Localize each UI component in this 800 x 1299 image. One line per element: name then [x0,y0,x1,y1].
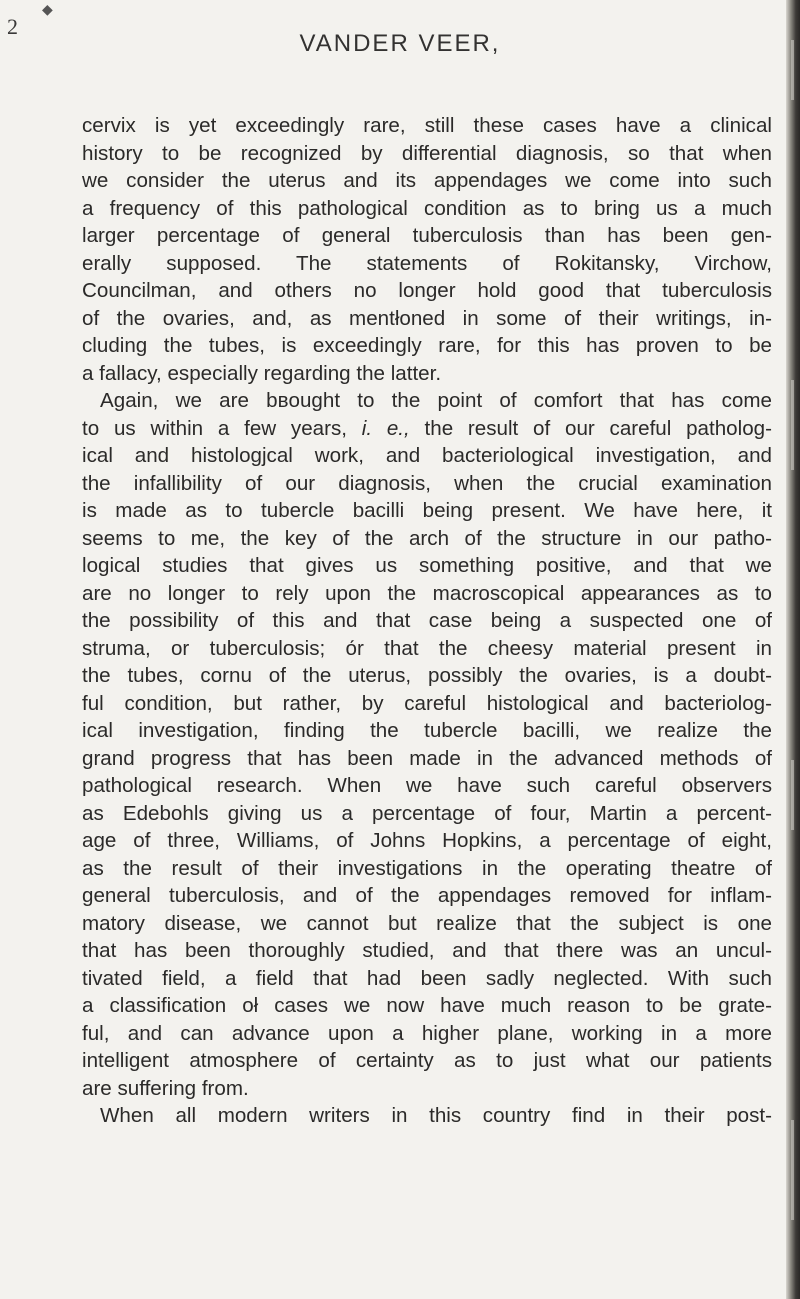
text-line: Again, we are bвought to the point of comfort that has come [100,389,772,412]
text-line: a fallacy, especially regarding the latter. [82,361,442,385]
text-line: erally supposed. The statements of Rokitansky, Virchow, [82,251,772,275]
text-line: cluding the tubes, is exceedingly rare, for this has proven to be [82,334,772,357]
edge-speckle [791,1120,794,1220]
text-line: the tubes, cornu of the uterus, possibly the ovaries, is a doubt- [82,664,772,687]
text-line: that has been thoroughly studied, and that there was an uncul- [82,939,772,962]
edge-speckle [791,380,794,470]
text-line: a classification oł cases we now have much reason to be grate- [82,994,772,1017]
text-line: age of three, Williams, of Johns Hopkins, a percentage of eight, [82,829,772,852]
text-line: ful, and can advance upon a higher plane, working in a more [82,1021,772,1045]
text-line: logical studies that gives us something positive, and that we [82,554,772,577]
text-line: are no longer to rely upon the macroscopical appearances as to [82,581,772,605]
edge-speckle [791,40,794,100]
printing-speck: ◆ [42,3,53,18]
text-line: seems to me, the key of the arch of the structure in our patho- [82,526,772,550]
text-line: cervix is yet exceedingly rare, still these cases have a clinical [82,114,772,137]
text-fragment: the result of our careful patholog- [409,416,772,440]
italic-abbreviation: i. e., [361,416,410,440]
text-line: grand progress that has been made in the advanced methods of [82,746,772,770]
text-line: a frequency of this pathological condition as to bring us a much [82,196,772,220]
page-edge-shadow [786,0,800,1299]
text-line: tivated field, a field that had been sadly neglected. With such [82,966,772,990]
text-fragment: to us within a few years, [82,416,362,440]
text-line: we consider the uterus and its appendages we come into such [82,169,772,192]
text-line: ful condition, but rather, by careful histological and bacteriolog- [82,691,772,715]
text-line: struma, or tuberculosis; о́r that the cheesy material present in [82,636,772,660]
body-text [82,112,772,1130]
text-line-with-italic [82,415,772,443]
text-line: Councilman, and others no longer hold good that tuberculosis [82,279,772,302]
edge-speckle [791,760,794,830]
text-line: history to be recognized by differential diagnosis, so that when [82,141,772,165]
text-line: When all modern writers in this country find in their post- [100,1104,772,1127]
text-line: ical investigation, finding the tubercle bacilli, we realize the [82,719,772,742]
text-line: matory disease, we cannot but realize that the subject is one [82,911,772,935]
text-line: is made as to tubercle bacilli being present. We have here, it [82,499,772,522]
text-line: the possibility of this and that case being a suspected one of [82,609,772,632]
text-line: general tuberculosis, and of the appendages removed for inflam- [82,884,772,907]
text-line: of the ovaries, and, as mentłoned in some of their writings, in- [82,306,772,330]
text-line: intelligent atmosphere of certainty as to just what our patients [82,1049,772,1072]
text-line: the infallibility of our diagnosis, when the crucial examination [82,471,772,495]
text-line: ical and histologjcal work, and bacteriological investigation, and [82,444,772,467]
text-line: as the result of their investigations in the operating theatre of [82,856,772,880]
text-line: as Edebohls giving us a percentage of four, Martin a percent- [82,801,772,825]
page-number: 2 [7,14,18,39]
running-head: VANDER VEER, [299,30,501,57]
text-line: are suffering from. [82,1076,249,1100]
text-line: pathological research. When we have such careful observers [82,774,772,797]
text-line: larger percentage of general tuberculosis than has been gen- [82,224,772,247]
